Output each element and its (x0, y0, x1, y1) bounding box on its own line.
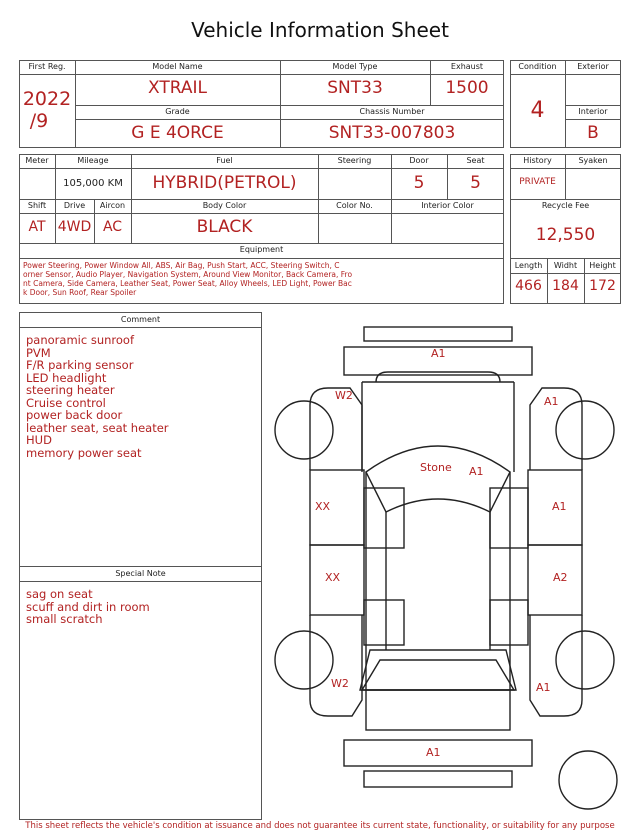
comment-item: leather seat, seat heater (26, 420, 169, 435)
comment-item: panoramic sunroof (26, 333, 134, 347)
aircon-label: Aircon (99, 201, 126, 210)
damage-right-rear-fender: A1 (536, 681, 551, 694)
front-bumper-top (364, 327, 512, 341)
aircon-value: AC (102, 219, 123, 235)
condition-value: 4 (530, 98, 545, 123)
first-reg-year: 2022 (22, 88, 72, 110)
damage-left-front-fender: W2 (335, 389, 353, 402)
damage-hood: A1 (469, 465, 484, 478)
rear-window (360, 650, 516, 690)
right-front-wheel (556, 401, 614, 459)
interior-value: B (587, 123, 599, 143)
comment-item: F/R parking sensor (26, 358, 134, 372)
special-note-item: sag on seat (26, 587, 93, 601)
steering-label: Steering (337, 156, 372, 165)
recycle-fee-value: 12,550 (535, 225, 596, 245)
damage-front-bumper: A1 (431, 347, 446, 360)
chassis-label: Chassis Number (359, 107, 425, 116)
model-type-value: SNT33 (327, 78, 383, 98)
right-rear-window (490, 600, 528, 645)
seat-value: 5 (470, 173, 481, 193)
left-front-window (364, 488, 404, 548)
fuel-label: Fuel (216, 156, 233, 165)
comment-item: LED headlight (26, 370, 107, 385)
comment-item: steering heater (26, 383, 115, 397)
special-note-list (26, 588, 258, 626)
left-rear-fender (310, 615, 362, 716)
special-note-label: Special Note (115, 569, 166, 578)
damage-left-rear-door: XX (325, 571, 341, 584)
height-value: 172 (589, 278, 616, 294)
right-rear-wheel (556, 631, 614, 689)
model-type-label: Model Type (332, 62, 378, 71)
comment-item: power back door (26, 408, 123, 422)
body-color-value: BLACK (196, 217, 253, 237)
history-label: History (523, 156, 552, 165)
exhaust-label: Exhaust (450, 62, 484, 71)
left-rear-wheel (275, 631, 333, 689)
syaken-label: Syaken (578, 156, 608, 165)
first-reg-month: /9 (29, 110, 49, 132)
mileage-value: 105,000 KM (63, 178, 123, 189)
mileage-label: Mileage (77, 156, 109, 165)
damage-left-rear-fender: W2 (331, 677, 349, 690)
drive-value: 4WD (57, 219, 92, 235)
width-value: 184 (552, 278, 579, 294)
page-title: Vehicle Information Sheet (191, 18, 449, 42)
special-note-item: small scratch (26, 612, 103, 626)
damage-left-front-door: XX (315, 500, 331, 513)
left-front-wheel (275, 401, 333, 459)
damage-rear-bumper: A1 (426, 746, 441, 759)
grade-value: G E 4ORCE (131, 123, 224, 143)
meter-label: Meter (25, 156, 49, 165)
first-reg-label: First Reg. (28, 62, 66, 71)
rear-bumper-bottom (364, 771, 512, 787)
left-rear-window (364, 600, 404, 645)
equipment-label: Equipment (239, 245, 284, 254)
length-label: Length (514, 261, 543, 270)
height-label: Height (589, 261, 616, 270)
damage-right-front-fender: A1 (544, 395, 559, 408)
interior-label: Interior (578, 107, 608, 116)
roof (386, 512, 490, 650)
exhaust-value: 1500 (445, 78, 489, 98)
equipment-line: nt Camera, Side Camera, Leather Seat, Power Seat, Alloy Wheels, LED Light, Power Bac (23, 279, 352, 288)
disclaimer: This sheet reflects the vehicle's condition at issuance and does not guarantee its current state, functionality, or suitability for any purpose (25, 821, 615, 831)
exterior-label: Exterior (577, 62, 609, 71)
equipment-line: k Door, Sun Roof, Rear Spoiler (23, 288, 137, 297)
equipment-line: Power Steering, Power Window All, ABS, Air Bag, Push Start, ACC, Steering Switch, C (23, 261, 340, 270)
condition-label: Condition (518, 62, 557, 71)
comment-label: Comment (120, 315, 161, 324)
equipment-list (23, 261, 503, 297)
door-label: Door (409, 156, 429, 165)
car-damage-diagram (266, 320, 626, 820)
special-note-item: scuff and dirt in room (26, 599, 150, 614)
equipment-line: orner Sensor, Audio Player, Navigation System, Around View Monitor, Back Camera, Fro (23, 270, 353, 279)
drive-label: Drive (63, 201, 86, 210)
tailgate (366, 690, 510, 730)
damage-hood-note: Stone (420, 461, 452, 474)
comment-item: HUD (26, 433, 52, 447)
spare-wheel (559, 751, 617, 809)
model-name-label: Model Name (152, 62, 203, 71)
door-value: 5 (413, 173, 425, 193)
interior-color-label: Interior Color (421, 201, 474, 210)
shift-label: Shift (27, 201, 47, 210)
front-pillars (362, 382, 514, 472)
seat-label: Seat (466, 156, 485, 165)
shift-value: AT (28, 219, 46, 235)
body-color-label: Body Color (202, 201, 247, 210)
damage-right-rear-door: A2 (553, 571, 568, 584)
damage-right-front-door: A1 (552, 500, 567, 513)
comment-item: Cruise control (26, 395, 106, 410)
model-name-value: XTRAIL (148, 78, 207, 98)
recycle-fee-label: Recycle Fee (541, 201, 590, 210)
right-front-window (490, 488, 528, 548)
comment-item: memory power seat (26, 445, 142, 460)
grade-label: Grade (165, 107, 190, 116)
history-value: PRIVATE (519, 177, 556, 187)
width-label: Widht (553, 261, 578, 270)
chassis-value: SNT33-007803 (328, 123, 456, 143)
comment-list (26, 334, 258, 459)
comment-item: PVM (26, 345, 51, 360)
fuel-value: HYBRID(PETROL) (152, 173, 297, 193)
color-no-label: Color No. (336, 201, 373, 210)
length-value: 466 (515, 278, 542, 294)
windshield (366, 446, 510, 512)
